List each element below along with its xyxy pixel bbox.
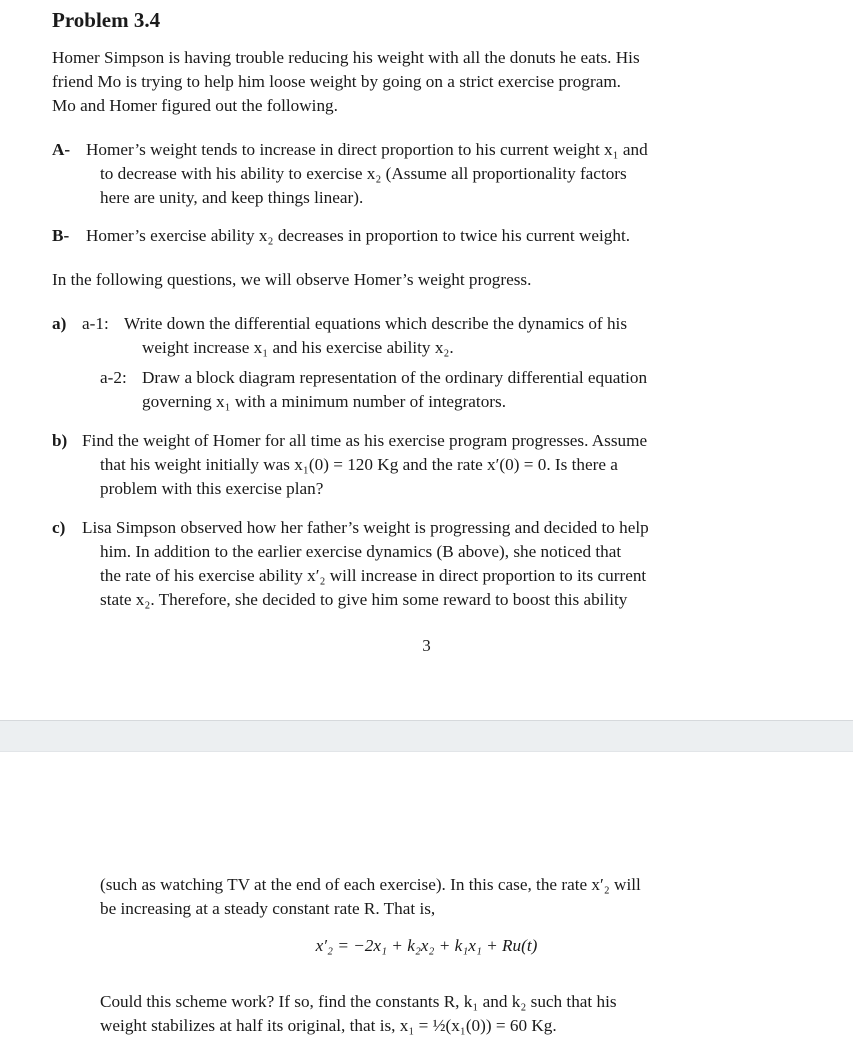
question-c-line: Lisa Simpson observed how her father’s weight is progressing and decided to help — [82, 518, 649, 537]
question-a2-line: Draw a block diagram representation of the ordinary differential equation — [142, 368, 648, 387]
item-b-line: Homer’s exercise ability x₂ decreases in proportion to twice his current weight. — [86, 226, 631, 245]
intro-paragraph — [52, 46, 755, 117]
question-a2-label: a-2: — [100, 368, 127, 387]
question-a2-line: governing x₁ with a minimum number of integrators. — [142, 391, 507, 411]
continuation-line: (such as watching TV at the end of each exercise). In this case, the rate x′₂ will — [100, 875, 641, 894]
question-c-line: him. In addition to the earlier exercise dynamics (B above), she noticed that — [100, 542, 622, 561]
continuation-paragraph — [100, 873, 755, 921]
question-a-label: a) — [52, 314, 67, 333]
question-b-line: that his weight initially was x₁(0) = 120 Kg and the rate x′(0) = 0. Is there a — [100, 455, 618, 474]
question-a1-line: Write down the differential equations which describe the dynamics of his — [124, 314, 628, 333]
final-line: Could this scheme work? If so, find the constants R, k₁ and k₂ such that his — [100, 992, 617, 1011]
item-a-line: here are unity, and keep things linear). — [100, 187, 364, 207]
display-equation: x′₂ = −2x₁ + k₂x₂ + k₁x₁ + Ru(t) — [315, 936, 538, 955]
page-separator — [0, 720, 853, 752]
question-c-text — [82, 516, 755, 540]
item-a-line: Homer’s weight tends to increase in direct proportion to his current weight x₁ and — [86, 140, 648, 159]
question-c-line: state x₂. Therefore, she decided to give him some reward to boost this ability — [100, 589, 628, 609]
question-b-line: Find the weight of Homer for all time as his exercise program progresses. Assume — [82, 431, 648, 450]
question-c-text-cont — [100, 540, 755, 611]
question-c-label: c) — [52, 518, 66, 537]
question-c-line: the rate of his exercise ability x′₂ will increase in direct proportion to its current — [100, 565, 647, 585]
item-a-line: to decrease with his ability to exercise x₂ (Assume all proportionality factors — [100, 164, 627, 183]
page-number: 3 — [422, 636, 431, 655]
question-a1-line: weight increase x₁ and his exercise ability x₂. — [142, 338, 454, 357]
item-a-label: A- — [52, 140, 71, 159]
continuation-line: be increasing at a steady constant rate R. That is, — [100, 898, 436, 918]
item-b-label: B- — [52, 226, 70, 245]
question-b-label: b) — [52, 431, 68, 450]
final-paragraph — [100, 990, 755, 1038]
question-a1-label: a-1: — [82, 314, 109, 333]
question-a1-text — [124, 312, 755, 336]
question-a2-text — [142, 366, 755, 414]
item-a-text-cont — [100, 162, 755, 210]
item-a-text — [86, 138, 755, 162]
question-b-line: problem with this exercise plan? — [100, 478, 324, 498]
question-b-text-cont — [100, 453, 755, 501]
final-line: weight stabilizes at half its original, that is, x₁ = ½(x₁(0)) = 60 Kg. — [100, 1015, 557, 1035]
problem-title: Problem 3.4 — [52, 8, 161, 32]
lead-line: In the following questions, we will observe Homer’s weight progress. — [52, 270, 532, 289]
question-b-text — [82, 429, 755, 453]
intro-line: Mo and Homer figured out the following. — [52, 95, 338, 115]
intro-line: Homer Simpson is having trouble reducing his weight with all the donuts he eats. His — [52, 48, 640, 67]
intro-line: friend Mo is trying to help him loose weight by going on a strict exercise program. — [52, 71, 621, 91]
lead-paragraph — [52, 268, 755, 292]
question-a1-text-cont — [142, 336, 755, 360]
item-b-text — [86, 224, 755, 248]
